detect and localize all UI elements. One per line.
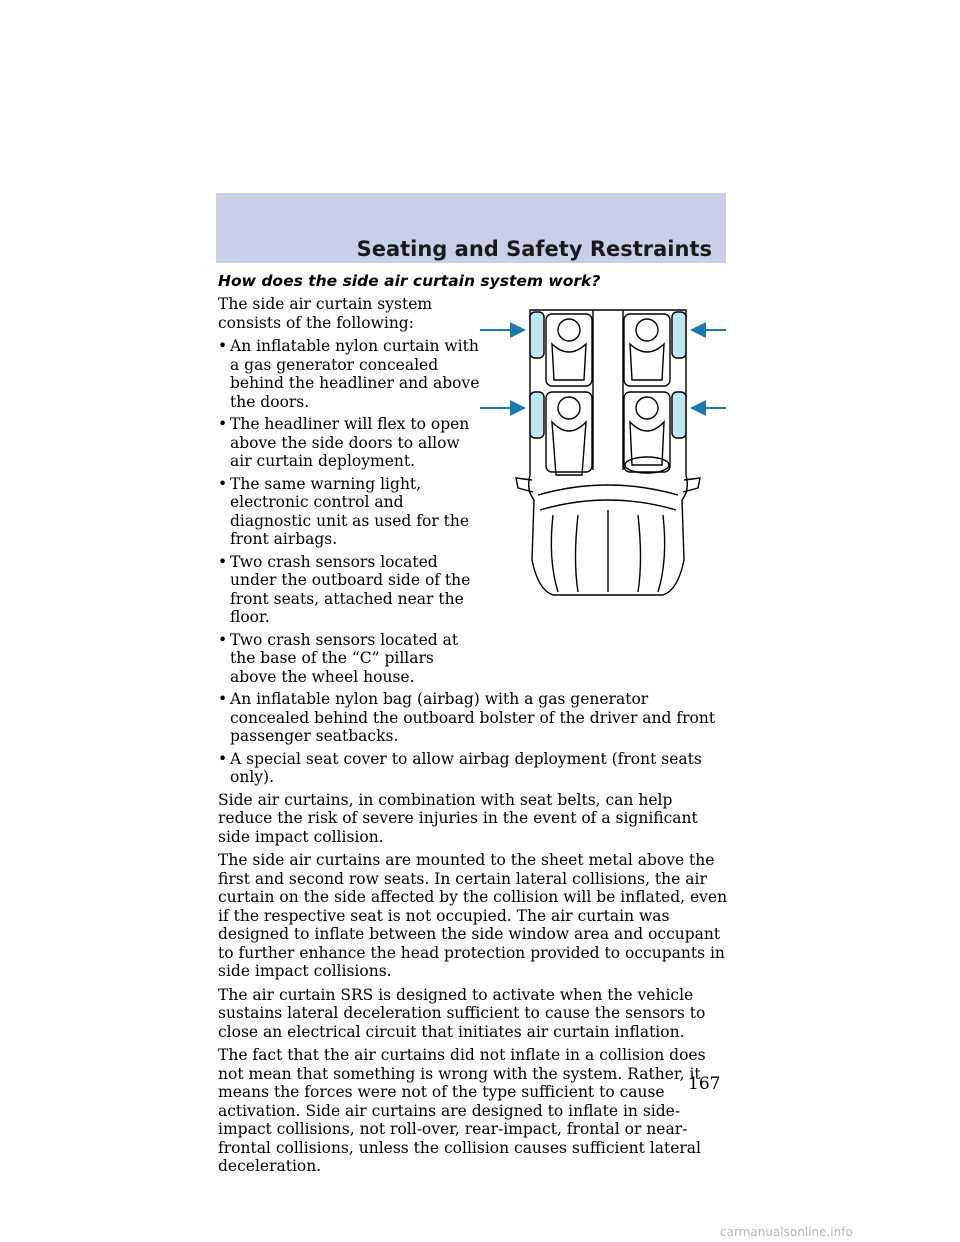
list-item: • An inflatable nylon curtain with a gas generator concealed behind the headliner and above the doors. — [218, 337, 480, 411]
body-paragraph: Side air curtains, in combination with seat belts, can help reduce the risk of severe injuries in the event of a significant side impact collision. — [218, 790, 698, 846]
list-item: • The same warning light, electronic control and diagnostic unit as used for the front airbags. — [218, 474, 470, 548]
bullet-dot: • — [218, 415, 228, 433]
body-paragraph: The side air curtains are mounted to the sheet metal above the first and second row seats. In certain lateral collisions, the air curtain on the side affected by the collision will be inflated, even if the respective seat is not occupied. The air curtain was designed to inflate between the side window area and occupant to further enhance the head protection provided to occupants in side impact collisions. — [218, 851, 728, 980]
intro-paragraph: The side air curtain system consists of the following: — [218, 295, 433, 332]
side-air-curtain-diagram — [478, 300, 728, 600]
header-band — [216, 193, 726, 263]
list-item: • The headliner will flex to open above the side doors to allow air curtain deployment. — [218, 415, 470, 470]
list-item: • An inflatable nylon bag (airbag) with a gas generator concealed behind the outboard bolster of the driver and front passenger seatbacks. — [218, 690, 716, 745]
page-header-title: Seating and Safety Restraints — [356, 237, 712, 261]
bullet-dot: • — [218, 749, 228, 768]
vehicle-top-view-illustration — [478, 300, 728, 600]
list-item: • Two crash sensors located under the outboard side of the front seats, attached near the floor. — [218, 552, 471, 626]
bullet-dot: • — [218, 552, 228, 571]
body-paragraph: The fact that the air curtains did not inflate in a collision does not mean that something is wrong with the system. Rather, it means the forces were not of the type sufficient to cause activation. Side air curtains are designed to inflate in side-impact collisions, not roll-over, rear-impact, frontal or near-frontal collisions, unless the collision causes sufficient lateral deceleration. — [218, 1046, 706, 1175]
page-number: 167 — [688, 1074, 721, 1094]
section-question: How does the side air curtain system work? — [218, 272, 601, 290]
bullet-dot: • — [218, 690, 228, 708]
list-item: • Two crash sensors located at the base of the “C” pillars above the wheel house. — [218, 630, 459, 686]
list-item: • A special seat cover to allow airbag deployment (front seats only). — [218, 749, 702, 786]
bullet-dot: • — [218, 474, 228, 493]
bullet-dot: • — [218, 337, 228, 355]
body-paragraph: The air curtain SRS is designed to activate when the vehicle sustains lateral deceleration sufficient to cause the sensors to close an electrical circuit that initiates air curtain inflation. — [218, 985, 706, 1041]
bullet-dot: • — [218, 630, 228, 649]
watermark: carmanualsonline.info — [720, 1225, 853, 1239]
